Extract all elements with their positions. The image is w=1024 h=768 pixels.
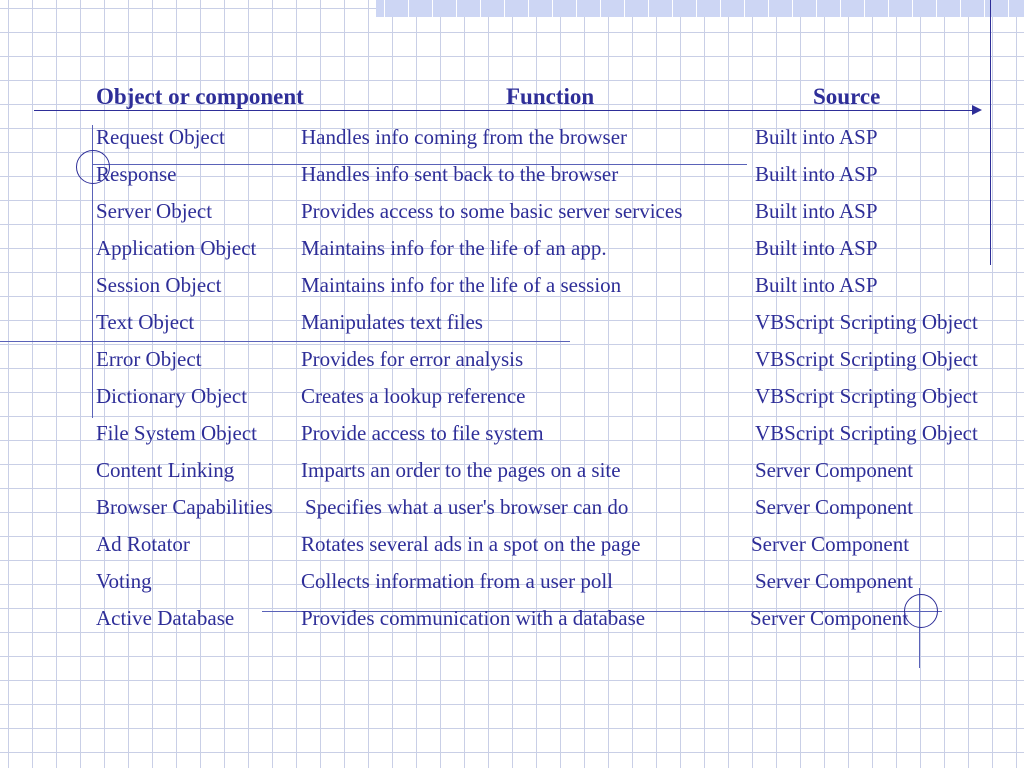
cell-component: Error Object [96, 347, 202, 371]
header-object-or-component: Object or component [96, 84, 304, 109]
cell-function: Maintains info for the life of an app. [301, 236, 607, 260]
cell-function: Imparts an order to the pages on a site [301, 458, 621, 482]
cell-source: VBScript Scripting Object [755, 347, 978, 371]
cell-source: Server Component [750, 606, 909, 630]
cell-function: Rotates several ads in a spot on the page [301, 532, 641, 556]
cell-component: Dictionary Object [96, 384, 248, 408]
cell-source: Built into ASP [755, 199, 878, 223]
cell-source: Server Component [751, 532, 910, 556]
table-row [96, 270, 1024, 307]
cell-function: Collects information from a user poll [301, 569, 614, 593]
cell-component: Request Object [96, 125, 225, 149]
table-row [96, 455, 1024, 492]
header-arrow-head [972, 105, 982, 115]
cell-component: Browser Capabilities [96, 495, 273, 519]
table-row [96, 492, 1024, 529]
cell-component: Application Object [96, 236, 257, 260]
cell-function: Maintains info for the life of a session [301, 273, 622, 297]
cell-component: Response [96, 162, 177, 186]
cell-component: Voting [96, 569, 152, 593]
cell-component: Session Object [96, 273, 222, 297]
cell-component: Content Linking [96, 458, 235, 482]
cell-component: Server Object [96, 199, 213, 223]
top-decorative-band [376, 0, 1024, 17]
table-row [96, 381, 1024, 418]
table-row [96, 196, 1024, 233]
component-table [96, 122, 1024, 640]
cell-function: Handles info coming from the browser [301, 125, 628, 149]
cell-function: Creates a lookup reference [301, 384, 526, 408]
table-row [96, 122, 1024, 159]
cell-source: VBScript Scripting Object [755, 310, 978, 334]
table-row [96, 344, 1024, 381]
header-function: Function [506, 84, 595, 109]
cell-component: Active Database [96, 606, 235, 630]
header-source: Source [813, 84, 881, 109]
table-row [96, 418, 1024, 455]
cell-source: Server Component [755, 458, 914, 482]
cell-source: Built into ASP [755, 162, 878, 186]
cell-component: Ad Rotator [96, 532, 190, 556]
cell-source: VBScript Scripting Object [755, 384, 978, 408]
table-row [96, 159, 1024, 196]
table-row [96, 566, 1024, 603]
cell-source: Server Component [755, 569, 914, 593]
cell-source: Built into ASP [755, 273, 878, 297]
cell-function: Handles info sent back to the browser [301, 162, 619, 186]
cell-function: Provides for error analysis [301, 347, 524, 371]
table-row [96, 233, 1024, 270]
table-row [96, 529, 1024, 566]
cell-component: Text Object [96, 310, 195, 334]
cell-function: Manipulates text files [301, 310, 483, 334]
header-arrow-line [34, 110, 974, 111]
cell-source: Server Component [755, 495, 914, 519]
cell-source: VBScript Scripting Object [755, 421, 978, 445]
cell-function: Specifies what a user's browser can do [305, 495, 629, 519]
cell-function: Provides access to some basic server services [301, 199, 683, 223]
cell-function: Provide access to file system [301, 421, 544, 445]
cell-component: File System Object [96, 421, 257, 445]
table-row [96, 307, 1024, 344]
cell-function: Provides communication with a database [301, 606, 646, 630]
cell-source: Built into ASP [755, 125, 878, 149]
cell-source: Built into ASP [755, 236, 878, 260]
table-row [96, 603, 1024, 640]
